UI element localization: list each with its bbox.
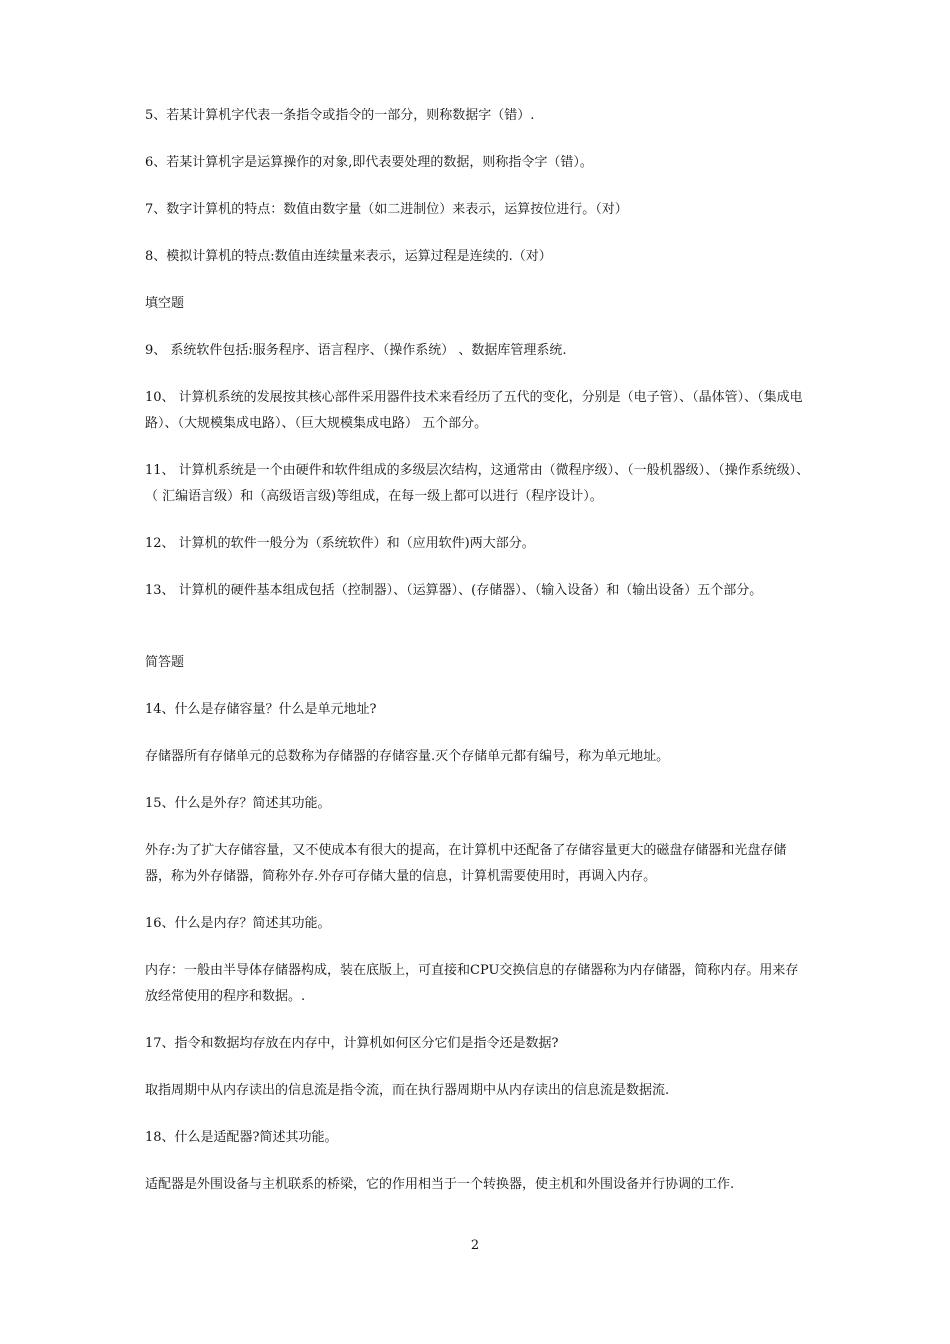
question-18: 18、什么是适配器?简述其功能。 [145,1130,338,1145]
question-12: 12、 计算机的软件一般分为（系统软件）和（应用软件)两大部分。 [145,536,535,551]
question-13: 13、 计算机的硬件基本组成包括（控制器）、（运算器）、(存储器）、（输入设备）和（输出设备）五个部分。 [145,583,763,598]
question-17: 17、指令和数据均存放在内存中，计算机如何区分它们是指令还是数据? [145,1036,559,1051]
question-15: 15、什么是外存？简述其功能。 [145,796,331,811]
question-7: 7、数字计算机的特点：数值由数字量（如二进制位）来表示，运算按位进行。（对） [145,202,628,217]
answer-14: 存储器所有存储单元的总数称为存储器的存储容量.灭个存储单元都有编号，称为单元地址。 [145,749,670,764]
question-11: 11、 计算机系统是一个由硬件和软件组成的多级层次结构，这通常由（微程序级）、（一般机器级）、（操作系统级）、（ 汇编语言级）和（高级语言级)等组成，在每一级上都可以进行（程序设计）。 [145,463,810,504]
question-10: 10、 计算机系统的发展按其核心部件采用器件技术来看经历了五代的变化，分别是（电子管）、（晶体管）、（集成电路）、（大规模集成电路）、（巨大规模集成电路） 五个部分。 [145,390,803,431]
question-8: 8、模拟计算机的特点:数值由连续量来表示，运算过程是连续的.（对） [145,249,552,264]
answer-17: 取指周期中从内存读出的信息流是指令流，而在执行器周期中从内存读出的信息流是数据流. [145,1083,670,1098]
question-14: 14、什么是存储容量？什么是单元地址? [145,702,377,717]
answer-15: 外存:为了扩大存储容量，又不使成本有很大的提高，在计算机中还配备了存储容量更大的磁盘存储器和光盘存储器，称为外存储器，简称外存.外存可存储大量的信息，计算机需要使用时，再调入内存。 [145,843,787,884]
question-9: 9、 系统软件包括:服务程序、语言程序、（操作系统） 、数据库管理系统. [145,343,567,358]
answer-18: 适配器是外围设备与主机联系的桥梁，它的作用相当于一个转换器，使主机和外围设备并行协调的工作. [145,1177,735,1192]
page-number: 2 [470,1238,480,1253]
section-heading-short-answer: 简答题 [145,655,185,670]
question-16: 16、什么是内存？简述其功能。 [145,916,331,931]
section-heading-fill-in: 填空题 [145,296,185,311]
question-6: 6、若某计算机字是运算操作的对象,即代表要处理的数据，则称指令字（错）。 [145,155,593,170]
answer-16: 内存：一般由半导体存储器构成，装在底版上，可直接和CPU交换信息的存储器称为内存储器，简称内存。用来存放经常使用的程序和数据。. [145,963,799,1004]
question-5: 5、若某计算机字代表一条指令或指令的一部分，则称数据字（错）. [145,108,535,123]
